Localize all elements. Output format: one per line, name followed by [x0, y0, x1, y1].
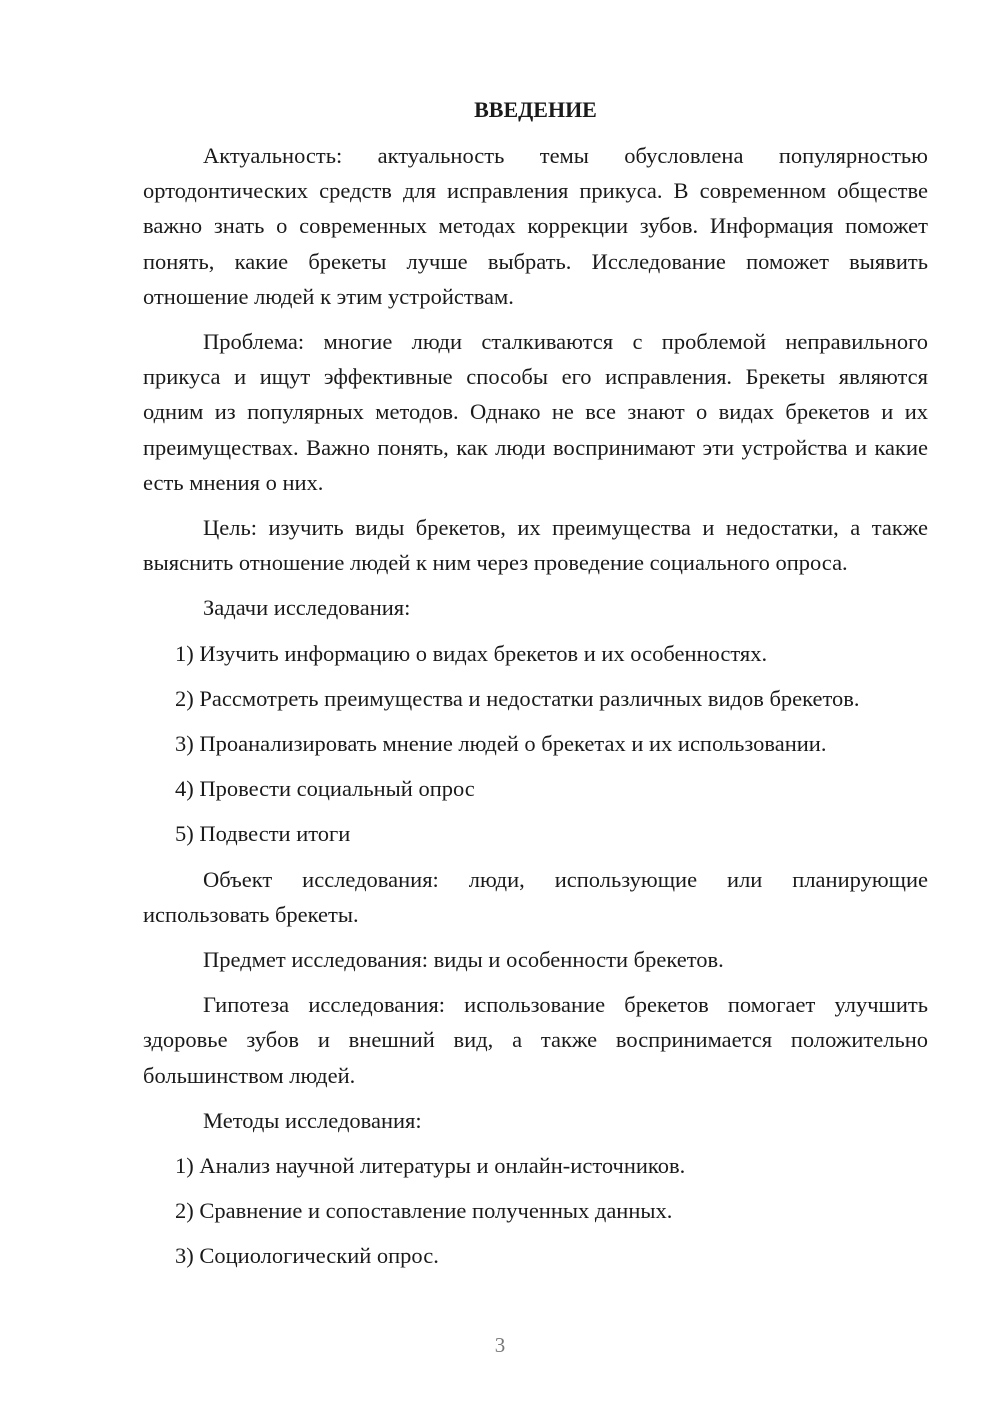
- problem-paragraph: Проблема: многие люди сталкиваются с проблемой неправильного прикуса и ищут эффективные способы его исправления. Брекеты являются одним из популярных методов. Однако не все знают о видах брекетов и их преимуществах. Важно понять, как люди воспринимают эти устройства и какие есть мнения о них.: [143, 329, 928, 495]
- task-item: 4) Провести социальный опрос: [175, 776, 475, 802]
- section-title: ВВЕДЕНИЕ: [474, 97, 597, 122]
- method-item: 3) Социологический опрос.: [175, 1243, 439, 1269]
- task-item: 2) Рассмотреть преимущества и недостатки различных видов брекетов.: [175, 685, 860, 711]
- object-paragraph: Объект исследования: люди, использующие или планирующие использовать брекеты.: [143, 866, 928, 927]
- methods-heading: Методы исследования:: [203, 1107, 422, 1133]
- task-item: 5) Подвести итоги: [175, 821, 351, 847]
- method-item: 1) Анализ научной литературы и онлайн-источников.: [175, 1153, 686, 1179]
- page-number: 3: [494, 1333, 506, 1357]
- task-item: 1) Изучить информацию о видах брекетов и их особенностях.: [175, 640, 768, 666]
- method-item: 2) Сравнение и сопоставление полученных данных.: [175, 1198, 673, 1224]
- hypothesis-paragraph: Гипотеза исследования: использование брекетов помогает улучшить здоровье зубов и внешний вид, а также воспринимается положительно большинством людей.: [143, 992, 928, 1088]
- task-item: 3) Проанализировать мнение людей о брекетах и их использовании.: [175, 731, 827, 757]
- relevance-paragraph: Актуальность: актуальность темы обусловлена популярностью ортодонтических средств для исправления прикуса. В современном обществе важно знать о современных методах коррекции зубов. Информация поможет понять, какие брекеты лучше выбрать. Исследование поможет выявить отношение людей к этим устройствам.: [143, 143, 928, 309]
- goal-paragraph: Цель: изучить виды брекетов, их преимущества и недостатки, а также выяснить отношение людей к ним через проведение социального опроса.: [143, 515, 928, 576]
- subject-paragraph: Предмет исследования: виды и особенности брекетов.: [203, 947, 724, 973]
- document-page: [143, 92, 928, 1284]
- tasks-heading: Задачи исследования:: [203, 595, 411, 621]
